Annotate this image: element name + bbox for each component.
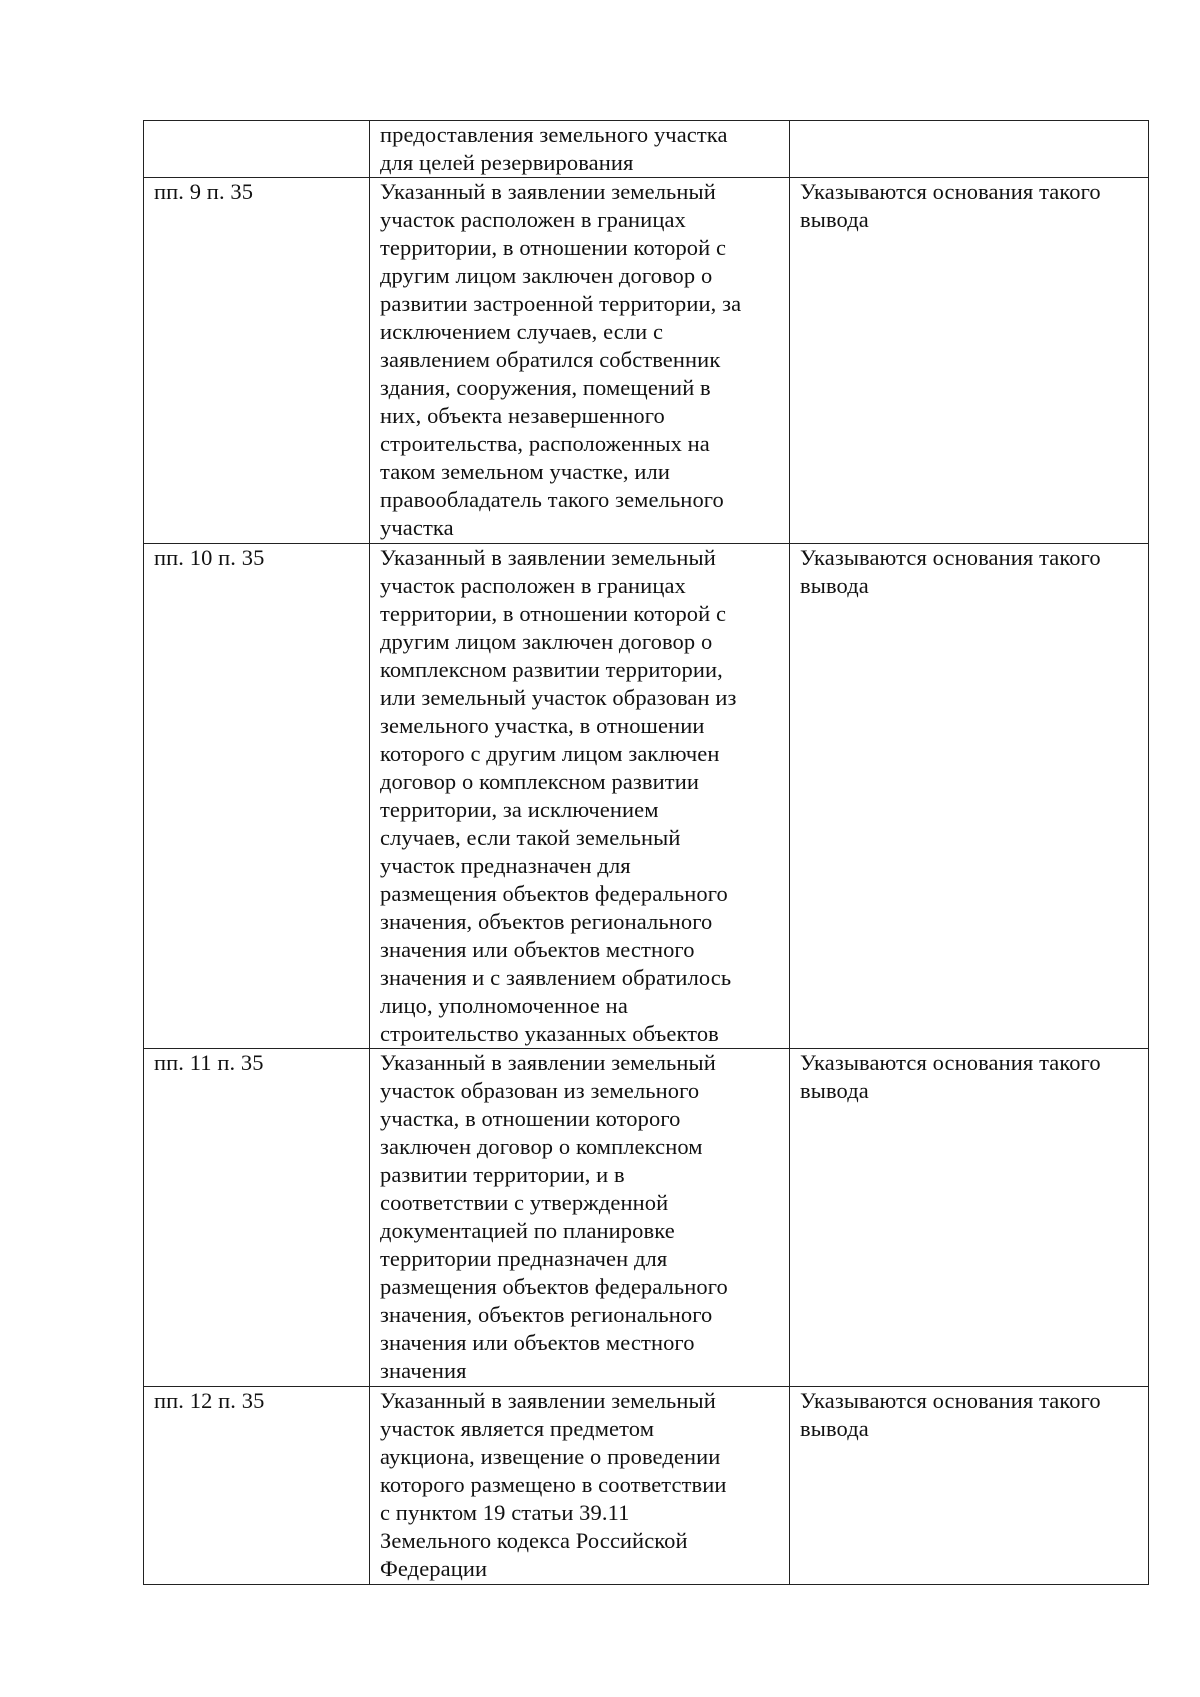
- note-cell: Указываются основания такого вывода: [790, 1049, 1149, 1387]
- reason-cell: предоставления земельного участка для целей резервирования: [370, 121, 790, 178]
- clause-cell: [144, 121, 370, 178]
- refusal-grounds-table: [143, 120, 1149, 1585]
- reason-cell: Указанный в заявлении земельный участок образован из земельного участка, в отношении которого заключен договор о комплексном развитии территории, и в соответствии с утвержденной документацией по планировке территории предназначен для размещения объектов федерального значения, объектов регионального значения или объектов местного значения: [370, 1049, 790, 1387]
- note-cell: Указываются основания такого вывода: [790, 1387, 1149, 1585]
- note-cell: [790, 121, 1149, 178]
- table-row: [144, 121, 1149, 178]
- table-row: [144, 178, 1149, 544]
- table-row: [144, 1049, 1149, 1387]
- table-row: [144, 544, 1149, 1049]
- reason-cell: Указанный в заявлении земельный участок расположен в границах территории, в отношении которой с другим лицом заключен договор о развитии застроенной территории, за исключением случаев, если с заявлением обратился собственник здания, сооружения, помещений в них, объекта незавершенного строительства, расположенных на таком земельном участке, или правообладатель такого земельного участка: [370, 178, 790, 544]
- reason-cell: Указанный в заявлении земельный участок является предметом аукциона, извещение о проведении которого размещено в соответствии с пунктом 19 статьи 39.11 Земельного кодекса Российской Федерации: [370, 1387, 790, 1585]
- table-row: [144, 1387, 1149, 1585]
- clause-cell: пп. 10 п. 35: [144, 544, 370, 1049]
- clause-cell: пп. 9 п. 35: [144, 178, 370, 544]
- reason-cell: Указанный в заявлении земельный участок расположен в границах территории, в отношении которой с другим лицом заключен договор о комплексном развитии территории, или земельный участок образован из земельного участка, в отношении которого с другим лицом заключен договор о комплексном развитии территории, за исключением случаев, если такой земельный участок предназначен для размещения объектов федерального значения, объектов регионального значения или объектов местного значения и с заявлением обратилось лицо, уполномоченное на строительство указанных объектов: [370, 544, 790, 1049]
- clause-cell: пп. 12 п. 35: [144, 1387, 370, 1585]
- note-cell: Указываются основания такого вывода: [790, 178, 1149, 544]
- clause-cell: пп. 11 п. 35: [144, 1049, 370, 1387]
- note-cell: Указываются основания такого вывода: [790, 544, 1149, 1049]
